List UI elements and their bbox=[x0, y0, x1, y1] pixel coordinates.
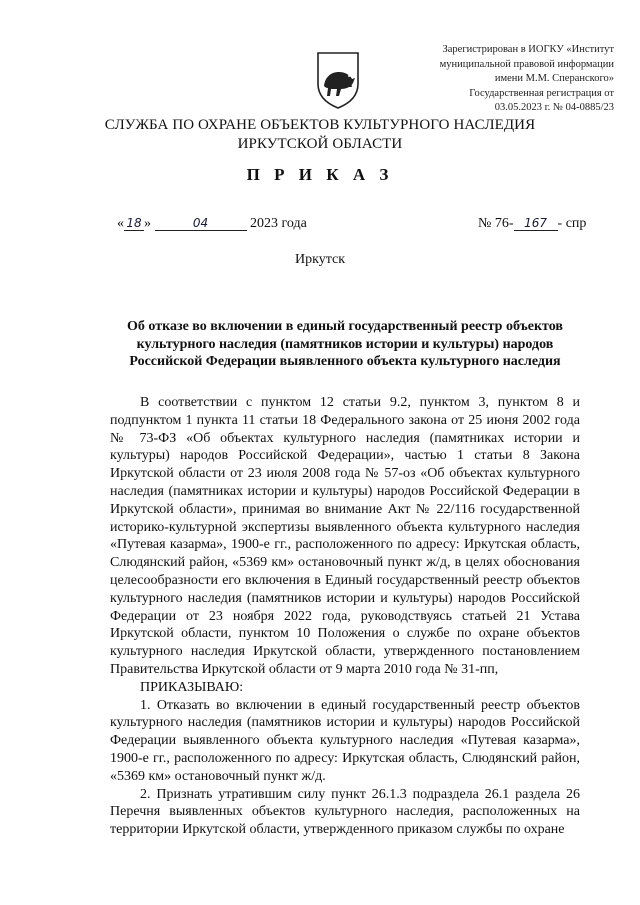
order-item-1: 1. Отказать во включении в единый государственный реестр объектов культурного наследия (памятников истории и культуры) народов Российской Федерации выявленного объекта культурного наследия «Путевая казарма», 1900-е гг., расположенного по адресу: Иркутская область, Слюдянский район, «5369 км» остановочный пункт ж/д. bbox=[110, 697, 580, 784]
date-day: 18 bbox=[124, 216, 144, 231]
order-item-2: 2. Признать утратившим силу пункт 26.1.3 подраздела 26.1 раздела 26 Перечня выявленных объектов культурного наследия, расположенных на территории Иркутской области, утвержденного приказом службы по охране bbox=[110, 786, 580, 838]
subject-line: Об отказе во включении в единый государственный реестр объектов bbox=[127, 319, 563, 334]
coat-of-arms-icon bbox=[315, 50, 361, 110]
agency-line-2: ИРКУТСКОЙ ОБЛАСТИ bbox=[237, 136, 403, 152]
order-subject bbox=[110, 318, 580, 371]
order-keyword: ПРИКАЗЫВАЮ: bbox=[140, 679, 244, 695]
subject-line: Российской Федерации выявленного объекта культурного наследия bbox=[129, 354, 561, 370]
document-type-title: П Р И К А З bbox=[246, 165, 394, 184]
stamp-line: 03.05.2023 г. № 04-0885/23 bbox=[494, 102, 614, 114]
order-date bbox=[117, 216, 307, 232]
number-value: 167 bbox=[514, 216, 558, 231]
stamp-line: Зарегистрирован в ИОГКУ «Институт bbox=[442, 44, 614, 55]
order-number bbox=[478, 216, 586, 232]
stamp-line: имени М.М. Сперанского» bbox=[494, 73, 614, 85]
date-year: 2023 года bbox=[250, 216, 307, 231]
registration-stamp bbox=[384, 43, 614, 116]
order-body bbox=[110, 394, 580, 839]
subject-line: культурного наследия (памятников истории и культуры) народов bbox=[136, 336, 554, 352]
stamp-line: муниципальной правовой информации bbox=[439, 58, 614, 70]
preamble-paragraph: В соответствии с пунктом 12 статьи 9.2, пунктом 3, пунктом 8 и подпунктом 1 пункта 11 статьи 18 Федерального закона от 25 июня 2002 года № 73-ФЗ «Об объектах культурного наследия (памятниках истории и культуры) народов Российской Федерации», частью 1 статьи 8 Закона Иркутской области от 23 июля 2008 года № 57-оз «Об объектах культурного наследия (памятниках истории и культуры) народов Российской Федерации в Иркутской области», принимая во внимание Акт № 22/116 государственной историко-культурной экспертизы выявленного объекта культурного наследия «Путевая казарма», 1900-е гг., расположенного по адресу: Иркутская область, Слюдянский район, «5369 км» остановочный пункт ж/д, в целях обоснования целесообразности его включения в Единый государственный реестр объектов культурного наследия (памятников истории и культуры) народов Российской Федерации от 23 ноября 2022 года, руководствуясь статьей 21 Устава Иркутской области, пунктом 10 Положения о службе по охране объектов культурного наследия Иркутской области, утвержденного постановлением Правительства Иркутской области от 9 марта 2010 года № 31-пп, bbox=[110, 395, 580, 677]
number-suffix: - спр bbox=[557, 216, 587, 231]
number-prefix: № 76- bbox=[478, 216, 514, 231]
city-name: Иркутск bbox=[294, 252, 346, 267]
agency-line-1: СЛУЖБА ПО ОХРАНЕ ОБЪЕКТОВ КУЛЬТУРНОГО НАСЛЕДИЯ bbox=[104, 117, 536, 133]
date-open-quote: « bbox=[117, 216, 124, 231]
agency-name bbox=[0, 116, 640, 154]
date-close-quote: » bbox=[144, 216, 151, 231]
stamp-line: Государственная регистрация от bbox=[469, 87, 614, 99]
date-month: 04 bbox=[155, 216, 247, 231]
